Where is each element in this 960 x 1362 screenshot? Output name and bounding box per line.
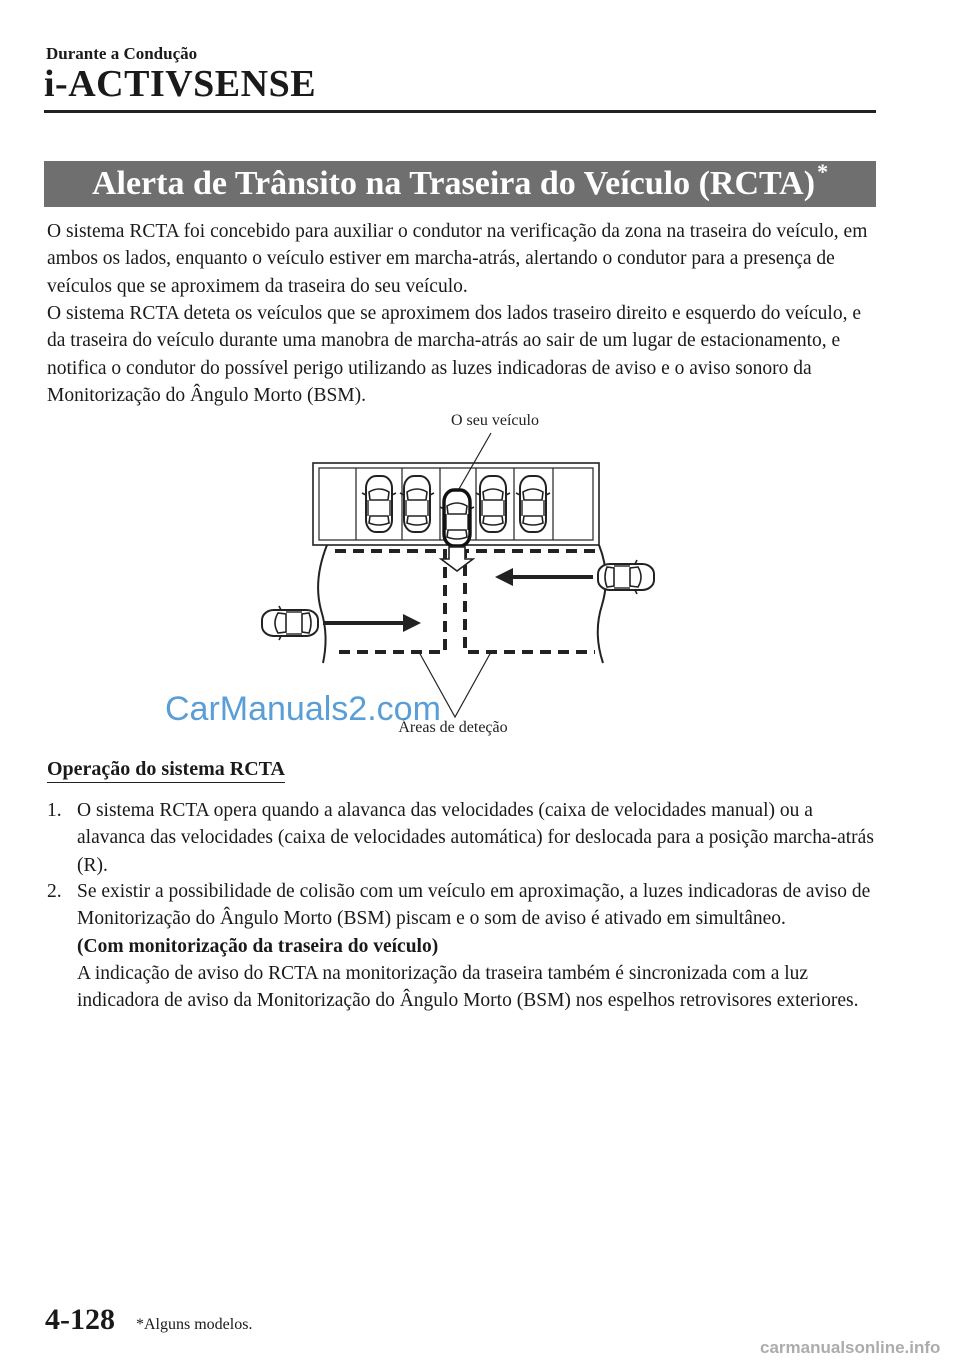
- list-text: O sistema RCTA opera quando a alavanca das velocidades (caixa de velocidades manual) ou a alavanca das velocidades (caixa de velocidades automática) for deslocada para a posição marcha-atrás (R).: [77, 800, 874, 876]
- chapter-title: i-ACTIVSENSE: [44, 63, 317, 105]
- approaching-car-right: [598, 560, 654, 594]
- approach-arrow-left: [323, 614, 421, 632]
- own-vehicle: [440, 490, 474, 546]
- road-edge-right: [598, 545, 606, 663]
- title-asterisk: *: [817, 159, 829, 184]
- intro-paragraph: O sistema RCTA foi concebido para auxiliar o condutor na verificação da zona na traseira do veículo, em ambos os lados, enquanto o veículo estiver em marcha-atrás, alertando o condutor para a presença de veículos que se aproximem da traseira do seu veículo.: [47, 221, 868, 297]
- list-text: Se existir a possibilidade de colisão com um veículo em aproximação, a luzes indicadoras de aviso de Monitorização do Ângulo Morto (BSM) piscam e o som de aviso é ativado em simultâneo.: [77, 881, 871, 930]
- page-title: Alerta de Trânsito na Traseira do Veículo (RCTA): [91, 165, 816, 202]
- parked-car: [476, 476, 510, 532]
- approaching-car-left: [262, 606, 318, 640]
- list-item: [47, 878, 877, 1014]
- page-number: 4-128: [45, 1303, 115, 1336]
- list-item: [47, 797, 877, 879]
- list-number: 2.: [47, 881, 62, 902]
- detection-zones: [335, 551, 595, 652]
- watermark-logo: CarManuals2.com: [165, 690, 441, 728]
- footnote: *Alguns modelos.: [136, 1316, 253, 1333]
- detection-paragraph: O sistema RCTA deteta os veículos que se aproximem dos lados traseiro direito e esquerdo do veículo, e da traseira do veículo durante uma manobra de marcha-atrás ao sair de um lugar de estacionamento, e notifica o condutor do possível perigo utilizando as luzes indicadoras de aviso e o aviso sonoro da Monitorização do Ângulo Morto (BSM).: [47, 303, 861, 406]
- label-detection-zones: Áreas de deteção: [398, 719, 508, 736]
- section-header: Durante a Condução: [46, 44, 198, 63]
- parked-car: [400, 476, 434, 532]
- label-own-vehicle: O seu veículo: [451, 412, 539, 429]
- parked-car: [516, 476, 550, 532]
- road-edge-left: [318, 545, 327, 663]
- list-number: 1.: [47, 800, 62, 821]
- approach-arrow-right: [495, 568, 593, 586]
- page-title-bar: [44, 161, 876, 207]
- parked-car: [362, 476, 396, 532]
- operation-heading: Operação do sistema RCTA: [47, 758, 285, 783]
- header-divider: [44, 110, 876, 113]
- list-subtext: A indicação de aviso do RCTA na monitorização da traseira também é sincronizada com a luz indicadora de aviso da Monitorização do Ângulo Morto (BSM) nos espelhos retrovisores exteriores.: [77, 962, 859, 1012]
- list-subheading: (Com monitorização da traseira do veículo): [77, 935, 439, 957]
- watermark-footer: carmanualsonline.info: [760, 1338, 941, 1357]
